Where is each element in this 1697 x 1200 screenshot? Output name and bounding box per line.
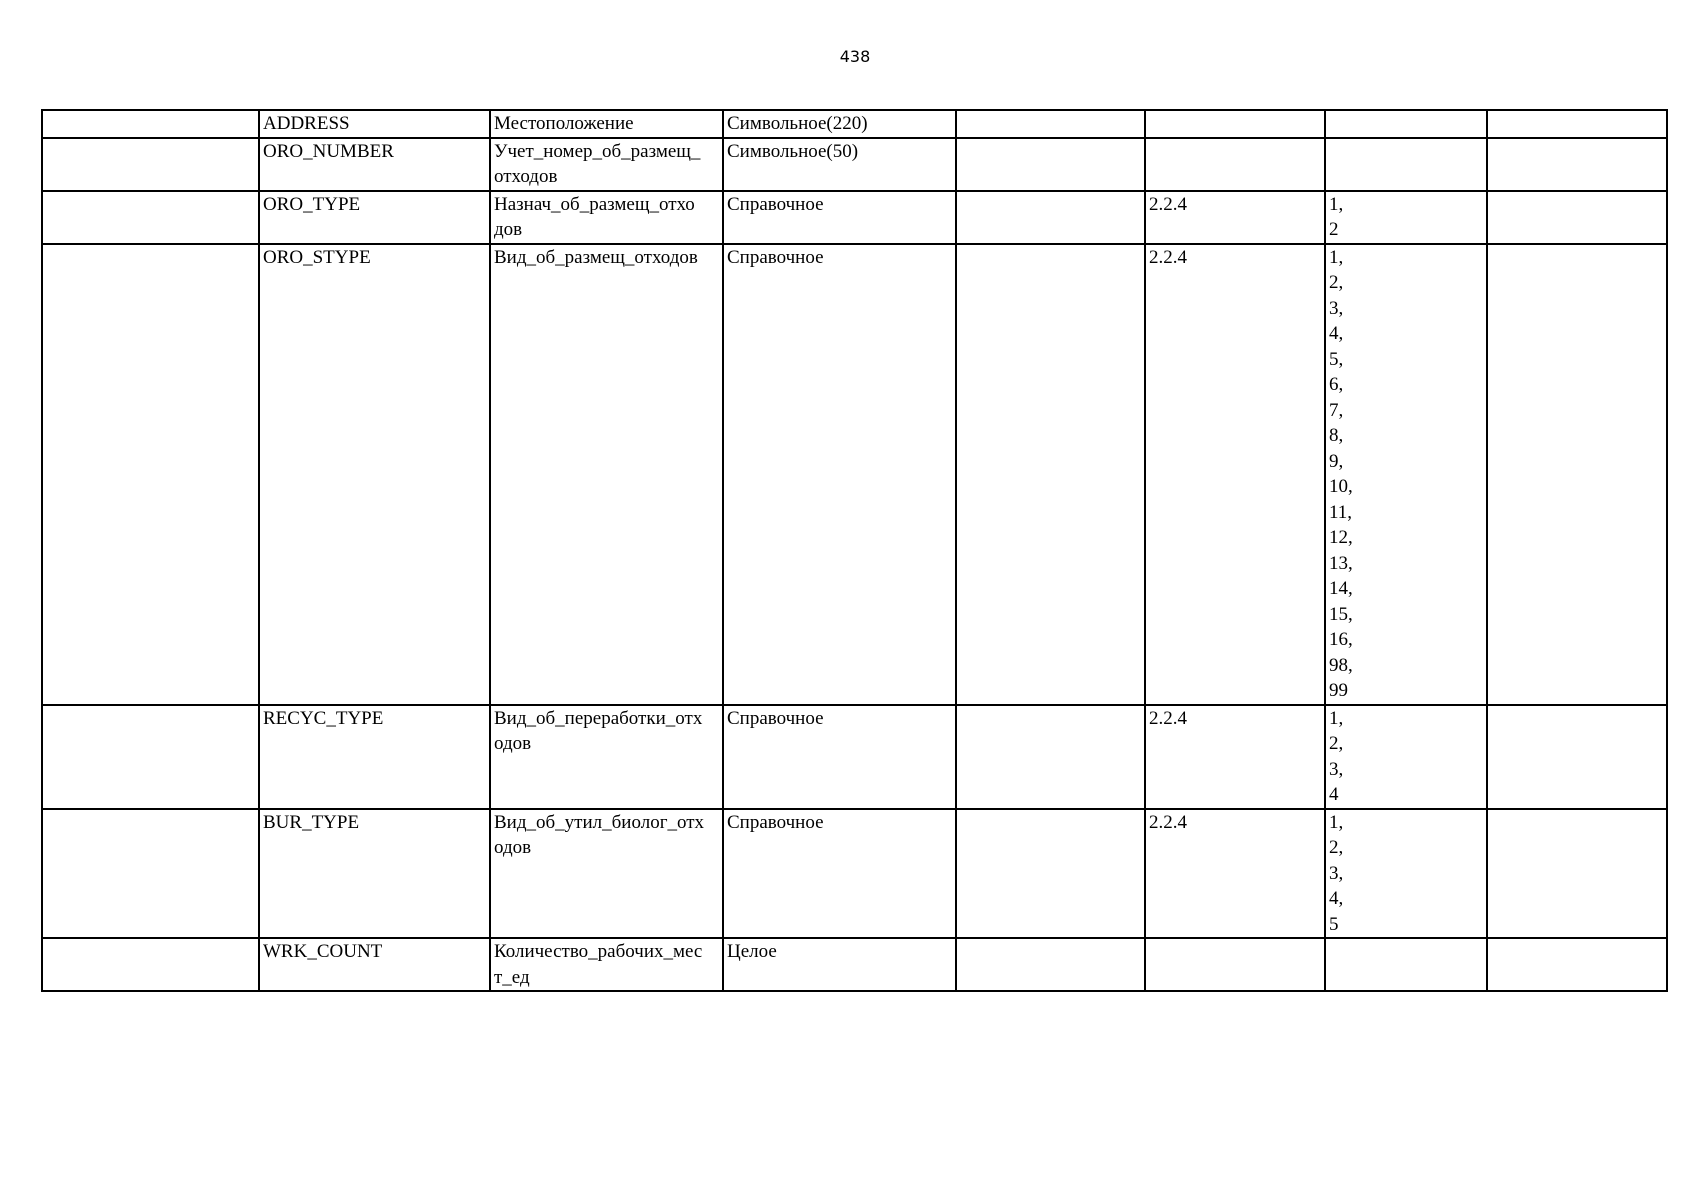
- table-row: [42, 809, 1667, 939]
- field-name: ORO_NUMBER: [263, 140, 394, 162]
- note-cell: [1487, 705, 1667, 809]
- field-description-cell: [490, 705, 723, 809]
- field-description-line: Назнач_об_размещ_отхо: [494, 193, 695, 215]
- row-number-cell: [42, 809, 259, 939]
- allowed-value: 7,: [1329, 399, 1344, 421]
- field-description-line: одов: [494, 837, 532, 858]
- field-type: Символьное(50): [727, 140, 859, 162]
- row-number-cell: [42, 191, 259, 244]
- allowed-value: 5: [1329, 913, 1339, 935]
- field-type-cell: [723, 138, 956, 191]
- reference-code-cell: [1145, 191, 1325, 244]
- reference-code: 2.2.4: [1149, 246, 1187, 268]
- note-cell: [1487, 138, 1667, 191]
- table-row: [42, 191, 1667, 244]
- note-cell: [1487, 809, 1667, 939]
- reference-code-cell: [1145, 809, 1325, 939]
- allowed-value: 14,: [1329, 578, 1353, 599]
- field-description-line: Вид_об_переработки_отх: [494, 707, 703, 729]
- allowed-value: 15,: [1329, 603, 1353, 625]
- allowed-value: 1,: [1329, 707, 1344, 729]
- field-description-line: Учет_номер_об_размещ_: [494, 140, 701, 162]
- allowed-values-cell: [1325, 138, 1487, 191]
- field-description-line: Вид_об_размещ_отходов: [494, 246, 698, 268]
- field-name-cell: [259, 938, 490, 991]
- field-description-line: Количество_рабочих_мес: [494, 941, 703, 962]
- table-row: [42, 244, 1667, 705]
- allowed-value: 13,: [1329, 552, 1353, 574]
- empty-cell: [956, 110, 1145, 138]
- allowed-value: 4: [1329, 784, 1339, 805]
- allowed-value: 16,: [1329, 629, 1353, 650]
- field-description-cell: [490, 938, 723, 991]
- field-description-cell: [490, 110, 723, 138]
- field-name-cell: [259, 809, 490, 939]
- field-type-cell: [723, 938, 956, 991]
- empty-cell: [956, 138, 1145, 191]
- field-description-line: дов: [494, 219, 523, 240]
- allowed-value: 10,: [1329, 476, 1353, 497]
- field-type-cell: [723, 705, 956, 809]
- reference-code-cell: [1145, 244, 1325, 705]
- reference-code-cell: [1145, 110, 1325, 138]
- allowed-values-cell: [1325, 191, 1487, 244]
- reference-code: 2.2.4: [1149, 707, 1187, 729]
- row-number-cell: [42, 938, 259, 991]
- field-name-cell: [259, 705, 490, 809]
- allowed-value: 4,: [1329, 888, 1344, 909]
- allowed-values-cell: [1325, 244, 1487, 705]
- field-description-line: одов: [494, 733, 532, 754]
- reference-code: 2.2.4: [1149, 811, 1187, 833]
- row-number-cell: [42, 138, 259, 191]
- field-type: Символьное(220): [727, 113, 868, 134]
- field-name-cell: [259, 138, 490, 191]
- allowed-value: 8,: [1329, 425, 1344, 446]
- field-description-cell: [490, 809, 723, 939]
- empty-cell: [956, 809, 1145, 939]
- allowed-value: 98,: [1329, 654, 1353, 676]
- allowed-value: 5,: [1329, 348, 1344, 370]
- allowed-value: 9,: [1329, 450, 1344, 472]
- allowed-value: 4,: [1329, 323, 1344, 344]
- field-name: ORO_TYPE: [263, 193, 361, 215]
- field-type: Справочное: [727, 811, 824, 833]
- allowed-values-cell: [1325, 938, 1487, 991]
- row-number-cell: [42, 110, 259, 138]
- field-type: Справочное: [727, 193, 824, 215]
- allowed-value: 3,: [1329, 758, 1344, 780]
- reference-code-cell: [1145, 138, 1325, 191]
- allowed-value: 99: [1329, 680, 1348, 701]
- allowed-value: 2,: [1329, 837, 1344, 858]
- allowed-value: 1,: [1329, 811, 1344, 833]
- field-type: Справочное: [727, 707, 824, 729]
- field-type-cell: [723, 809, 956, 939]
- allowed-value: 1,: [1329, 193, 1344, 215]
- row-number-cell: [42, 244, 259, 705]
- empty-cell: [956, 191, 1145, 244]
- allowed-value: 2: [1329, 219, 1339, 240]
- allowed-value: 6,: [1329, 374, 1344, 395]
- field-name: ADDRESS: [263, 113, 350, 134]
- allowed-values-cell: [1325, 705, 1487, 809]
- field-type-cell: [723, 110, 956, 138]
- field-description-cell: [490, 138, 723, 191]
- note-cell: [1487, 938, 1667, 991]
- field-description-line: Местоположение: [494, 113, 634, 134]
- row-number-cell: [42, 705, 259, 809]
- field-type-cell: [723, 191, 956, 244]
- note-cell: [1487, 244, 1667, 705]
- field-description-line: Вид_об_утил_биолог_отх: [494, 811, 705, 833]
- table-row: [42, 138, 1667, 191]
- note-cell: [1487, 110, 1667, 138]
- table-body: [42, 110, 1667, 991]
- empty-cell: [956, 938, 1145, 991]
- empty-cell: [956, 244, 1145, 705]
- field-name-cell: [259, 110, 490, 138]
- field-name: WRK_COUNT: [263, 941, 383, 962]
- allowed-value: 3,: [1329, 862, 1344, 884]
- empty-cell: [956, 705, 1145, 809]
- field-description-line: отходов: [494, 166, 558, 187]
- field-name-cell: [259, 191, 490, 244]
- allowed-values-cell: [1325, 809, 1487, 939]
- reference-code-cell: [1145, 705, 1325, 809]
- allowed-value: 1,: [1329, 246, 1344, 268]
- field-type-cell: [723, 244, 956, 705]
- reference-code: 2.2.4: [1149, 193, 1187, 215]
- note-cell: [1487, 191, 1667, 244]
- allowed-value: 11,: [1329, 501, 1353, 523]
- allowed-value: 2,: [1329, 272, 1344, 293]
- field-description-cell: [490, 244, 723, 705]
- allowed-value: 2,: [1329, 733, 1344, 754]
- table-row: [42, 938, 1667, 991]
- table-row: [42, 110, 1667, 138]
- data-dictionary-table: [41, 109, 1668, 992]
- allowed-value: 3,: [1329, 297, 1344, 319]
- field-type: Целое: [727, 941, 777, 962]
- field-description-cell: [490, 191, 723, 244]
- field-name: RECYC_TYPE: [263, 707, 384, 729]
- allowed-value: 12,: [1329, 527, 1353, 548]
- field-name: ORO_STYPE: [263, 246, 371, 268]
- field-description-line: т_ед: [494, 966, 530, 988]
- field-name-cell: [259, 244, 490, 705]
- page-number: 438: [839, 47, 871, 66]
- field-type: Справочное: [727, 246, 824, 268]
- reference-code-cell: [1145, 938, 1325, 991]
- allowed-values-cell: [1325, 110, 1487, 138]
- field-name: BUR_TYPE: [263, 811, 360, 833]
- table-row: [42, 705, 1667, 809]
